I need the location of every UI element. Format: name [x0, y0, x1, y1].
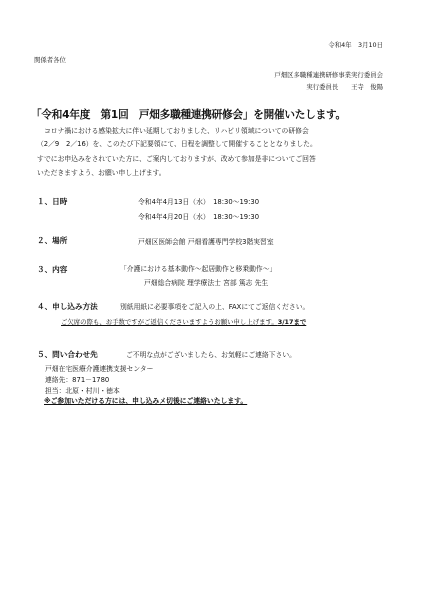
deadline: 3/17まで	[277, 318, 307, 326]
section-contact-heading: ５、問い合わせ先	[37, 350, 98, 359]
section-place-heading: ２、場所	[37, 236, 68, 245]
intro-line-2: （2／9 2／16）を、このたび下記要領にて、日程を調整して開催することとなりました。	[37, 140, 317, 148]
session-date-2: 令和4年4月20日（水） 18:30～19:30	[138, 213, 260, 221]
organizer-name: 戸畑区多職種連携研修事業実行委員会	[274, 71, 383, 79]
contact-staff: 担当：北原・村川・徳本	[45, 387, 120, 395]
section-date-heading: １、日時	[37, 197, 68, 206]
contact-center: 戸畑在宅医療介護連携支援センター	[45, 365, 154, 373]
intro-line-4: いただきますよう、お願い申し上げます。	[37, 169, 166, 177]
sender-name: 実行委員長 王寺 俊陽	[306, 83, 383, 91]
recipients: 関係者各位	[34, 56, 66, 64]
lecture-title: 「介護における基本動作～起居動作と移乗動作～」	[120, 265, 277, 273]
session-date-1: 令和4年4月13日（水） 18:30～19:30	[138, 198, 260, 206]
intro-line-3: すでにお申込みをされていた方に、ご案内しておりますが、改めて参加是非についてご回答	[37, 155, 316, 163]
apply-instructions: 別紙用紙に必要事項をご記入の上、FAXにてご返信ください。	[120, 303, 310, 311]
lecturer: 戸畑総合病院 理学療法士 宮部 篤志 先生	[144, 279, 269, 287]
venue: 戸畑区医師会館 戸畑看護専門学校3階実習室	[138, 238, 274, 246]
contact-phone: 連絡先：871－1780	[45, 376, 110, 384]
section-content-heading: ３、内容	[37, 265, 68, 274]
absence-request-text: ご欠席の際も、お手数ですがご返信くださいますようお願い申し上げます。	[61, 318, 278, 326]
document-title: 「令和4年度 第1回 戸畑多職種連携研修会」を開催いたします。	[31, 109, 346, 121]
document-date: 令和4年 3月10日	[328, 41, 383, 49]
section-apply-heading: ４、申し込み方法	[37, 302, 98, 311]
contact-intro: ご不明な点がございましたら、お気軽にご連絡下さい。	[126, 351, 296, 359]
absence-request	[61, 319, 306, 325]
intro-line-1: コロナ禍における感染拡大に伴い延期しておりました、リハビリ領域についての研修会	[44, 127, 309, 135]
participation-note: ※ご参加いただける方には、申し込みメ切後にご連絡いたします。	[44, 397, 248, 405]
